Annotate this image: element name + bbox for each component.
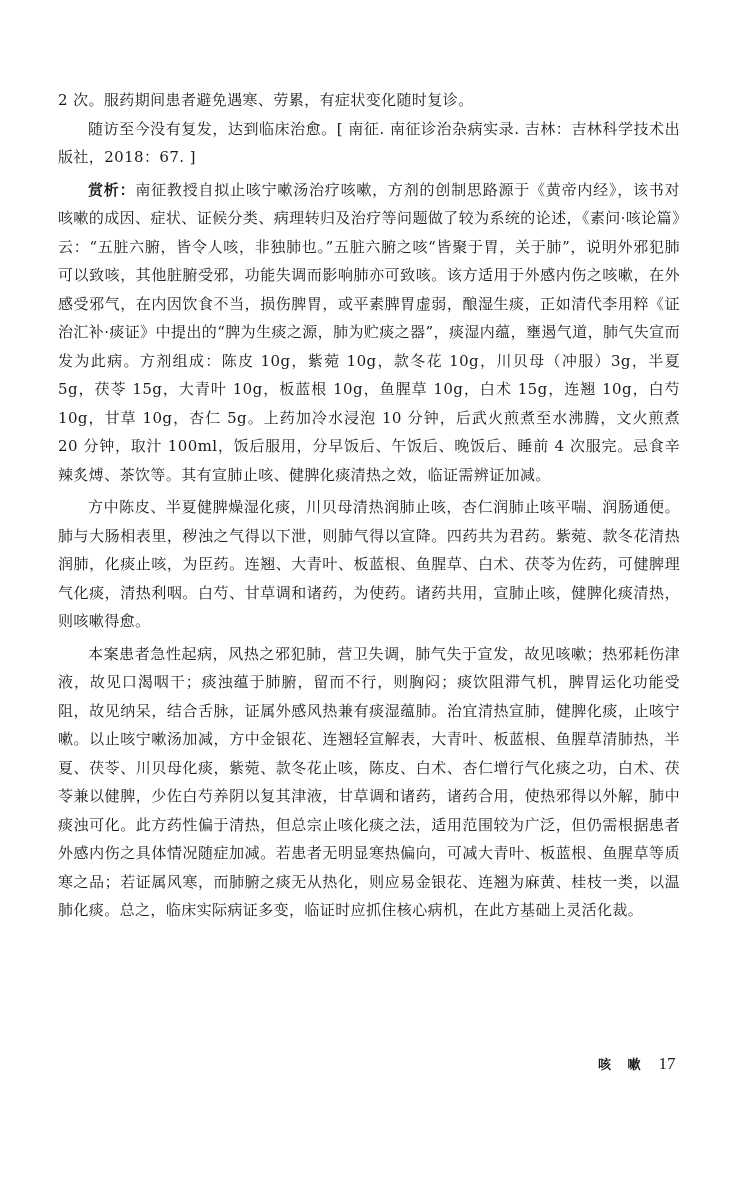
paragraph-formula-analysis: 方中陈皮、半夏健脾燥湿化痰，川贝母清热润肺止咳，杏仁润肺止咳平喘、润肠通便。肺与大肠相表里，秽浊之气得以下泄，则肺气得以宣降。四药共为君药。紫菀、款冬花清热润肺，化痰止咳，为臣药。连翘、大青叶、板蓝根、鱼腥草、白术、茯苓为佐药，可健脾理气化痰，清热利咽。白芍、甘草调和诸药，为使药。诸药共用，宣肺止咳，健脾化痰清热，则咳嗽得愈。 [58,498,680,630]
page-footer [598,1054,688,1078]
page-body [58,86,680,925]
page-number: 17 [658,1054,676,1073]
appreciation-text: 南征教授自拟止咳宁嗽汤治疗咳嗽，方剂的创制思路源于《黄帝内经》，该书对咳嗽的成因、症状、证候分类、病理转归及治疗等问题做了较为系统的论述，《素问·咳论篇》云：“五脏六腑，皆令人咳，非独肺也。”五脏六腑之咳“皆聚于胃，关于肺”，说明外邪犯肺可以致咳，其他脏腑受邪，功能失调而影响肺亦可致咳。该方适用于外感内伤之咳嗽，在外感受邪气，在内因饮食不当，损伤脾胃，或平素脾胃虚弱，酿湿生痰，正如清代李用粹《证治汇补·痰证》中提出的“脾为生痰之源，肺为贮痰之器”，痰湿内蕴，壅遏气道，肺气失宣而发为此病。方剂组成：陈皮 10g，紫菀 10g，款冬花 10g，川贝母（冲服）3g，半夏 5g，茯苓 15g，大青叶 10g，板蓝根 10g，鱼腥草 10g，白术 15g，连翘 10g，白芍 10g，甘草 10g，杏仁 5g。上药加冷水浸泡 10 分钟，后武火煎煮至水沸腾，文火煎煮 20 分钟，取汁 100ml，饭后服用，分早饭后、午饭后、晚饭后、睡前 4 次服完。忌食辛辣炙煿、茶饮等。其有宣肺止咳、健脾化痰清热之效，临证需辨证加减。 [58,180,680,484]
paragraph-case-analysis: 本案患者急性起病，风热之邪犯肺，营卫失调，肺气失于宣发，故见咳嗽；热邪耗伤津液，故见口渴咽干；痰浊蕴于肺腑，留而不行，则胸闷；痰饮阻滞气机，脾胃运化功能受阻，故见纳呆，结合舌脉，证属外感风热兼有痰湿蕴肺。治宜清热宣肺，健脾化痰，止咳宁嗽。以止咳宁嗽汤加减，方中金银花、连翘轻宣解表，大青叶、板蓝根、鱼腥草清肺热，半夏、茯苓、川贝母化痰，紫菀、款冬花止咳，陈皮、白术、杏仁增行气化痰之功，白术、茯苓兼以健脾，少佐白芍养阴以复其津液，甘草调和诸药，诸药合用，使热邪得以外解，肺中痰浊可化。此方药性偏于清热，但总宗止咳化痰之法，适用范围较为广泛，但仍需根据患者外感内伤之具体情况随症加减。若患者无明显寒热偏向，可减大青叶、板蓝根、鱼腥草等质寒之品；若证属风寒，而肺腑之痰无从热化，则应易金银花、连翘为麻黄、桂枝一类，以温肺化痰。总之，临床实际病证多变，临证时应抓住核心病机，在此方基础上灵活化裁。 [58,644,680,919]
paragraph-continuation: 2 次。服药期间患者避免遇寒、劳累，有症状变化随时复诊。 [58,91,474,109]
paragraph-followup: 随访至今没有复发，达到临床治愈。[ 南征. 南征诊治杂病实录. 吉林：吉林科学技术出版社，2018：67. ] [58,119,680,166]
paragraph-appreciation [58,176,680,490]
running-footer-label: 咳 嗽 [598,1058,647,1073]
appreciation-heading: 赏析： [88,180,136,199]
